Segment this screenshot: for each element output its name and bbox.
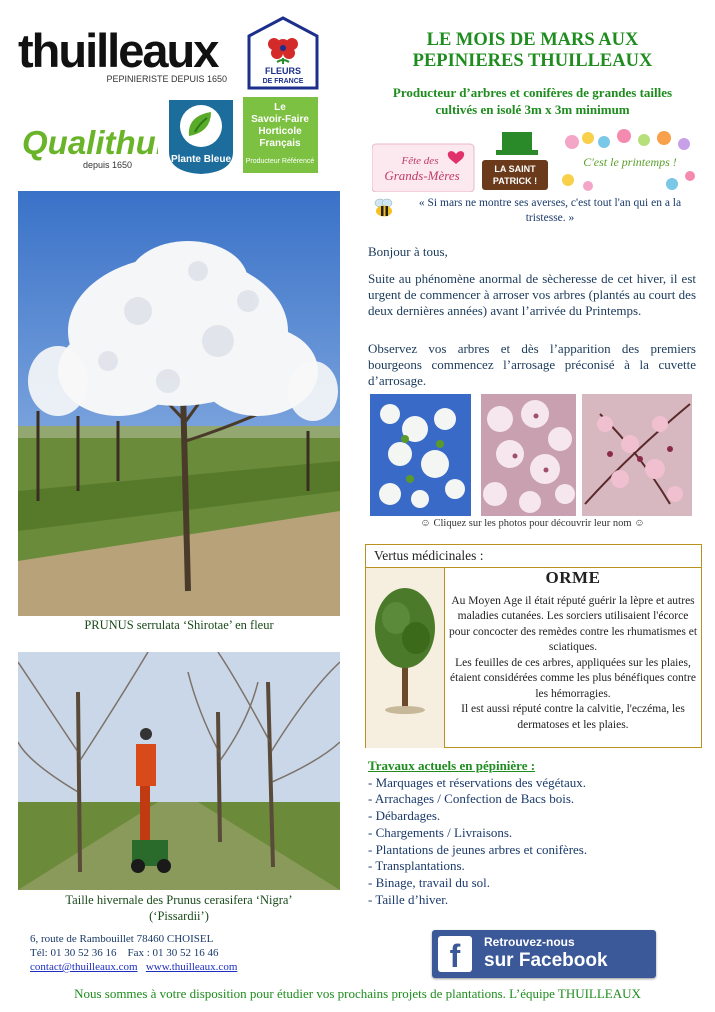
travaux-list (368, 758, 698, 908)
march-proverb: « Si mars ne montre ses averses, c'est tout l'an qui en a la tristesse. » (418, 197, 682, 224)
caption-second-line2: (‘Pissardii’) (149, 909, 209, 923)
list-item: - Binage, travail du sol. (368, 874, 491, 890)
caption-second-line1: Taille hivernale des Prunus cerasifera ‘Nigra’ (65, 893, 293, 907)
list-item: - Transplantations. (368, 858, 465, 874)
facebook-icon: f (438, 936, 472, 972)
savoir-sub: Producteur Référencé (245, 158, 315, 165)
thuilleaux-logo (18, 26, 233, 88)
savoir-line2: Savoir-Faire (251, 114, 309, 125)
page-title (355, 30, 710, 72)
badge-gm-line2: Grands-Mères (384, 168, 460, 183)
facebook-button[interactable] (432, 930, 656, 978)
fleurs-line2: DE FRANCE (262, 78, 304, 85)
contact-email-link[interactable]: contact@thuilleaux.com (30, 961, 138, 973)
savoir-line4: Français (259, 138, 301, 149)
travaux-heading: Travaux actuels en pépinière : (368, 758, 536, 773)
vertus-text-3: Il est aussi réputé contre la calvitie, l'eczéma, les dermatoses et les plaies. (461, 703, 685, 731)
blossom-photo-thumbnails (370, 394, 692, 516)
brand-name: thuilleaux (18, 24, 218, 77)
facebook-line1: Retrouvez-nous (484, 935, 575, 949)
savoir-line3: Horticole (258, 126, 302, 137)
title-line2: PEPINIERES THUILLEAUX (412, 51, 653, 71)
badge-grands-meres (372, 144, 474, 192)
badge-gm-line1: Fête des (401, 155, 439, 167)
list-item: - Marquages et réservations des végétaux. (368, 774, 587, 790)
blossom-photo-3[interactable] (582, 394, 692, 516)
list-item: - Taille d’hiver. (368, 891, 449, 907)
caption-second (18, 892, 340, 924)
list-item: - Chargements / Livraisons. (368, 824, 513, 840)
website-link[interactable]: www.thuilleaux.com (145, 961, 238, 973)
blossom-photo-1[interactable] (370, 394, 471, 516)
fleurs-de-france-logo (243, 16, 323, 92)
qualithui-wordmark: Qualithui (22, 124, 158, 161)
savoir-line1: Le (274, 102, 286, 113)
blossom-photo-2[interactable] (481, 394, 576, 516)
plante-bleue-text: Plante Bleue (170, 154, 232, 165)
badge-sp-line1: LA SAINT (494, 164, 536, 174)
badge-saint-patrick (482, 132, 548, 190)
page-subtitle (355, 84, 710, 118)
list-item: - Débardages. (368, 808, 441, 824)
qualithui-logo (20, 118, 158, 178)
footer-note: Nous sommes à votre disposition pour étudier vos prochains projets de plantations. L’équipe THUILLEAUX (74, 986, 641, 1001)
title-line1: LE MOIS DE MARS AUX (426, 30, 639, 50)
vertus-content (446, 568, 700, 733)
orme-tree-illustration (366, 568, 445, 748)
vertus-text-2: Les feuilles de ces arbres, appliquées sur les plaies, étaient considérées comme les plus bénéfiques contre les hémorragies. (450, 656, 696, 700)
contact-address: 6, route de Rambouillet 78460 CHOISEL (30, 933, 214, 945)
plant-name: ORME (545, 568, 601, 587)
body-paragraph-2: Observez vos arbres et dès l’apparition des premiers bourgeons commencez l’arrosage préconisé à la cuvette d’arrosage. (368, 341, 696, 388)
greeting: Bonjour à tous, (368, 244, 448, 259)
body-paragraph-1: Suite au phénomène anormal de sècheresse de cet hiver, il est urgent de commencer à arroser vos arbres (plantés au court des deux dernières années) avant l’arrivée du Printemps. (368, 271, 696, 318)
brand-tagline: PEPINIERISTE DEPUIS 1650 (106, 74, 227, 84)
savoir-faire-logo (243, 97, 318, 173)
plante-bleue-logo (165, 96, 237, 176)
contact-phone: Tél: 01 30 52 36 16 Fax : 01 30 52 16 46 (30, 947, 219, 959)
fleurs-line1: FLEURS (265, 66, 301, 76)
badge-printemps-text: C'est le printemps ! (583, 155, 677, 169)
vertus-heading: Vertus médicinales : (366, 545, 701, 568)
vertus-text-1: Au Moyen Age il était réputé guérir la lèpre et autres maladies cutanées. Les sorciers utilisaient l'écorce pour concocter des remèdes contre les rhumatismes et sciatiques. (448, 594, 698, 653)
subtitle-line2: cultivés en isolé 3m x 3m minimum (435, 102, 630, 117)
badge-printemps (562, 129, 695, 191)
photo-prunus-shirotae (18, 191, 340, 616)
caption-main: PRUNUS serrulata ‘Shirotae’ en fleur (84, 618, 274, 632)
bee-icon (373, 198, 395, 218)
badge-sp-line2: PATRICK ! (492, 176, 538, 186)
contact-block (30, 932, 330, 974)
qualithui-sub: depuis 1650 (82, 160, 132, 170)
list-item: - Plantations de jeunes arbres et conifères. (368, 841, 588, 857)
click-photos-note: ☺ Cliquez sur les photos pour découvrir leur nom ☺ (420, 518, 645, 529)
subtitle-line1: Producteur d’arbres et conifères de grandes tailles (392, 85, 673, 100)
vertus-medicinales-box (365, 544, 702, 748)
list-item: - Arrachages / Confection de Bacs bois. (368, 791, 575, 807)
event-badges (372, 128, 704, 192)
photo-prunus-nigra (18, 652, 340, 890)
facebook-line2: sur Facebook (484, 950, 608, 971)
